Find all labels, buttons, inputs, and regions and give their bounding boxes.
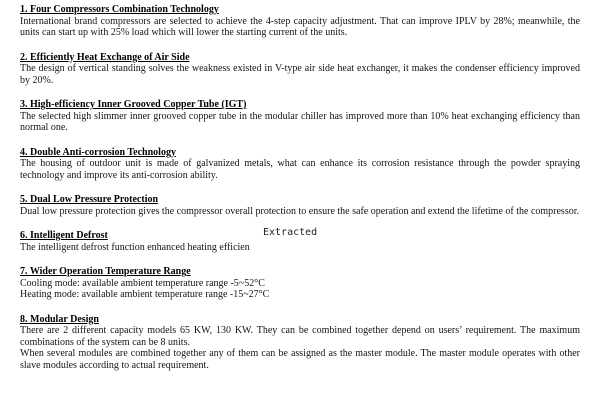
section-heading: 2. Efficiently Heat Exchange of Air Side — [20, 51, 190, 63]
section-heading: 1. Four Compressors Combination Technology — [20, 4, 219, 15]
section-paragraph: The design of vertical standing solves the weakness existed in V-type air side heat exchanger, it makes the condenser efficiency improved by 20%. — [20, 63, 580, 86]
section-heading: 6. Intelligent Defrost — [20, 230, 108, 241]
section-paragraph: The selected high slimmer inner grooved copper tube in the modular chiller has improved more than 10% heat exchanging efficiency than normal one. — [20, 110, 580, 133]
extracted-watermark-label: Extracted — [263, 227, 318, 238]
section-heading: 4. Double Anti-corrosion Technology — [20, 146, 176, 158]
section-paragraph: Dual low pressure protection gives the compressor overall protection to ensure the safe operation and extend the lifetime of the compressor. — [20, 205, 579, 217]
section-paragraph: Cooling mode: available ambient temperature range -5~52°C — [20, 277, 265, 289]
section-paragraph: International brand compressors are selected to achieve the 4-step capacity adjustment. That can improve IPLV by 28%; meanwhile, the units can start up with 25% load which will lower the starting current of the units. — [20, 15, 580, 38]
section-heading: 3. High-efficiency Inner Grooved Copper Tube (IGT) — [20, 99, 247, 110]
section-heading: 7. Wider Operation Temperature Range — [20, 266, 191, 277]
section-anti-corrosion — [20, 147, 580, 182]
section-paragraph: The housing of outdoor unit is made of galvanized metals, what can enhance its corrosion resistance through the powder spraying technology and improve its anti-corrosion ability. — [20, 158, 580, 181]
section-heat-exchange — [20, 52, 580, 87]
section-heading: 8. Modular Design — [20, 313, 99, 325]
section-temperature-range — [20, 266, 580, 301]
section-paragraph: When several modules are combined together any of them can be assigned as the master module. The master module operates with other slave modules according to actual requirement. — [20, 348, 580, 371]
section-paragraph: Heating mode: available ambient temperature range -15~27°C — [20, 289, 270, 300]
section-paragraph: There are 2 different capacity models 65 KW, 130 KW. They can be combined together depend on users’ requirement. The maximum combinations of the system can be 8 units. — [20, 325, 580, 348]
section-modular-design — [20, 314, 580, 372]
section-paragraph: The intelligent defrost function enhanced heating efficien — [20, 241, 250, 253]
section-four-compressors — [20, 4, 580, 39]
section-heading: 5. Dual Low Pressure Protection — [20, 194, 159, 205]
section-copper-tube — [20, 99, 580, 134]
section-low-pressure — [20, 194, 580, 217]
